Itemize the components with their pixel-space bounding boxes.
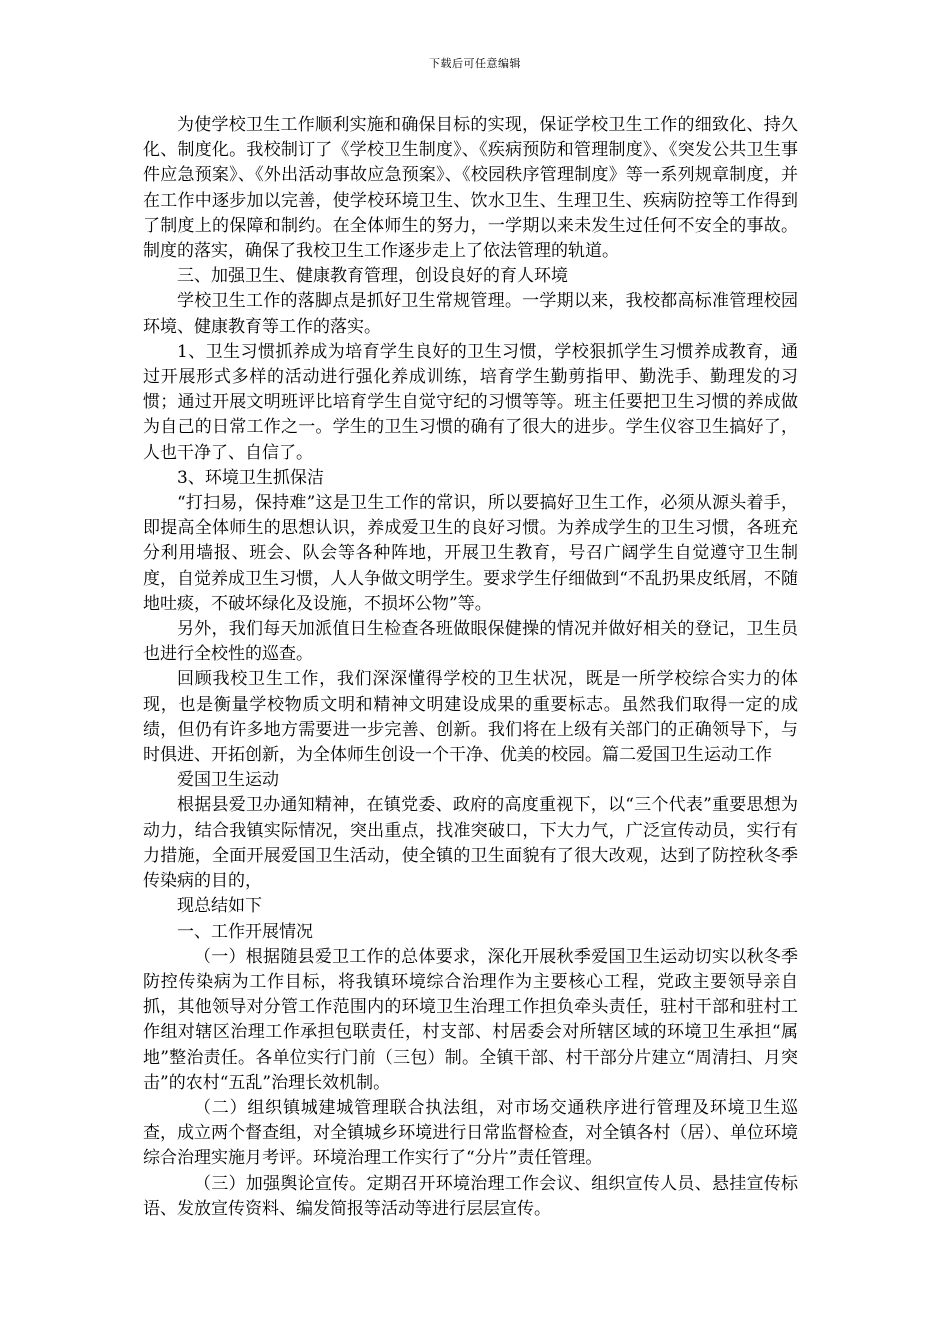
- paragraph-item-2: （二）组织镇城建城管理联合执法组，对市场交通秩序进行管理及环境卫生巡查，成立两个督查组，对全镇城乡环境进行日常监督检查，对全镇各村（居）、单位环境综合治理实施月考评。环境治理工作实行了“分片”责任管理。: [143, 1097, 798, 1169]
- document-body: [143, 113, 798, 1222]
- paragraph-campaign-intro: 根据县爱卫办通知精神，在镇党委、政府的高度重视下，以“三个代表”重要思想为动力，结合我镇实际情况，突出重点，找准突破口，下大力气，广泛宣传动员，实行有力措施，全面开展爱国卫生活动，使全镇的卫生面貌有了很大改观，达到了防控秋冬季传染病的目的，: [143, 795, 798, 892]
- subheading-patriotic-health: 爱国卫生运动: [177, 770, 279, 791]
- paragraph-item-1: （一）根据随县爱卫工作的总体要求，深化开展秋季爱国卫生运动切实以秋冬季防控传染病为工作目标，将我镇环境综合治理作为主要核心工程，党政主要领导亲自抓，其他领导对分管工作范围内的环境卫生治理工作担负牵头责任，驻村干部和驻村工作组对辖区治理工作承担包联责任，村支部、村居委会对所辖区域的环境卫生承担“属地”整治责任。各单位实行门前（三包）制。全镇干部、村干部分片建立“周清扫、月突击”的农村“五乱”治理长效机制。: [143, 946, 798, 1093]
- paragraph-item-3: （三）加强舆论宣传。定期召开环境治理工作会议、组织宣传人员、悬挂宣传标语、发放宣传资料、编发简报等活动等进行层层宣传。: [143, 1173, 798, 1219]
- paragraph-summary-lead: 现总结如下: [177, 896, 262, 917]
- page-header: 下载后可任意编辑: [429, 57, 521, 70]
- section-heading-1: 一、工作开展情况: [177, 921, 313, 942]
- paragraph-hygiene-habits: 1、卫生习惯抓养成为培育学生良好的卫生习惯，学校狠抓学生习惯养成教育，通过开展形式多样的活动进行强化养成训练，培育学生勤剪指甲、勤洗手、勤理发的习惯；通过开展文明班评比培育学生自觉守纪的习惯等等。班主任要把卫生习惯的养成做为自己的日常工作之一。学生的卫生习惯的确有了很大的进步。学生仪容卫生搞好了，人也干净了、自信了。: [143, 341, 798, 463]
- paragraph-keep-clean: “打扫易，保持难”这是卫生工作的常识，所以要搞好卫生工作，必须从源头着手，即提高全体师生的思想认识，养成爱卫生的良好习惯。为养成学生的卫生习惯，各班充分利用墙报、班会、队会等各种阵地，开展卫生教育，号召广阔学生自觉遵守卫生制度，自觉养成卫生习惯，人人争做文明学生。要求学生仔细做到“不乱扔果皮纸屑，不随地吐痰，不破坏绿化及设施，不损坏公物”等。: [143, 493, 798, 614]
- paragraph-duty-inspection: 另外，我们每天加派值日生检查各班做眼保健操的情况并做好相关的登记，卫生员也进行全校性的巡查。: [143, 619, 798, 665]
- paragraph-rules-intro: 为使学校卫生工作顺利实施和确保目标的实现，保证学校卫生工作的细致化、持久化、制度化。我校制订了《学校卫生制度》、《疾病预防和管理制度》、《突发公共卫生事件应急预案》、《外出活动事故应急预案》、《校园秩序管理制度》等一系列规章制度，并在工作中逐步加以完善，使学校环境卫生、饮水卫生、生理卫生、疾病防控等工作得到了制度上的保障和制约。在全体师生的努力，一学期以来未发生过任何不安全的事故。制度的落实，确保了我校卫生工作逐步走上了依法管理的轨道。: [143, 115, 798, 262]
- subheading-environment-cleaning: 3、环境卫生抓保洁: [177, 467, 324, 488]
- section-heading-3: 三、加强卫生、健康教育管理，创设良好的育人环境: [177, 266, 568, 287]
- paragraph-routine-management: 学校卫生工作的落脚点是抓好卫生常规管理。一学期以来，我校都高标准管理校园环境、健康教育等工作的落实。: [143, 291, 798, 337]
- paragraph-review: 回顾我校卫生工作，我们深深懂得学校的卫生状况，既是一所学校综合实力的体现，也是衡量学校物质文明和精神文明建设成果的重要标志。虽然我们取得一定的成绩，但仍有许多地方需要进一步完善、创新。我们将在上级有关部门的正确领导下，与时俱进、开拓创新，为全体师生创设一个干净、优美的校园。篇二爱国卫生运动工作: [143, 669, 798, 766]
